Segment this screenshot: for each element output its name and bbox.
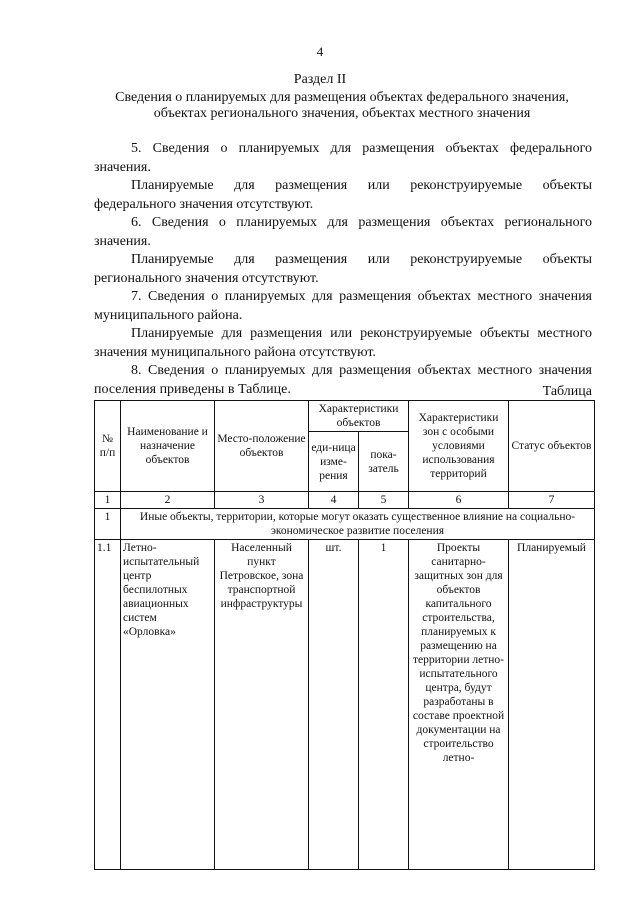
objects-table [94,400,595,870]
group-title: Иные объекты, территории, которые могут оказать существенное влияние на социально-экономическое развитие поселения [121,509,595,540]
paragraph: Планируемые для размещения или реконструируемые объекты регионального значения отсутствуют. [94,252,592,286]
group-num: 1 [95,509,121,540]
col-number: 5 [359,492,409,509]
header-unit: еди-ница изме-рения [309,432,359,492]
row-indicator: 1 [359,540,409,870]
paragraph: Планируемые для размещения или реконструируемые объекты местного значения муниципального района отсутствуют. [94,326,592,360]
col-number: 2 [121,492,215,509]
table-label: Таблица [542,384,592,399]
paragraph: 7. Сведения о планируемых для размещения объектах местного значения муниципального района. [94,289,592,323]
col-number: 1 [95,492,121,509]
header-location: Место-положение объектов [215,401,309,492]
header-indicator: пока-затель [359,432,409,492]
paragraph: Планируемые для размещения или реконструируемые объекты федерального значения отсутствуют. [94,178,592,212]
header-name: Наименование и назначение объектов [121,401,215,492]
row-status: Планируемый [509,540,595,870]
header-zones: Характеристики зон с особыми условиями использования территорий [409,401,509,492]
row-zones: Проекты санитарно-защитных зон для объектов капитального строительства, планируемых к размещению на территории летно-испытательного центра, будут разработаны в составе проектной документации на строительство летно- [409,540,509,870]
section-title: Раздел II [293,72,347,87]
paragraph: 5. Сведения о планируемых для размещения объектах федерального значения. [94,141,592,175]
row-num: 1.1 [95,540,121,870]
row-name: Летно-испытательный центр беспилотных авиационных систем «Орловка» [121,540,215,870]
row-unit: шт. [309,540,359,870]
row-location: Населенный пункт Петровское, зона транспортной инфраструктуры [215,540,309,870]
page-number: 4 [316,44,324,59]
header-num: № п/п [95,401,121,492]
col-number: 4 [309,492,359,509]
col-number: 7 [509,492,595,509]
header-status: Статус объектов [509,401,595,492]
paragraph: 8. Сведения о планируемых для размещения объектах местного значения поселения приведены в Таблице. [94,363,592,397]
col-number: 3 [215,492,309,509]
body-text [94,140,592,399]
section-heading: Сведения о планируемых для размещения объектах федерального значения, объектах регионального значения, объектах местного значения [115,90,569,121]
header-characteristics: Характеристики объектов [309,401,409,432]
paragraph: 6. Сведения о планируемых для размещения объектах регионального значения. [94,215,592,249]
col-number: 6 [409,492,509,509]
